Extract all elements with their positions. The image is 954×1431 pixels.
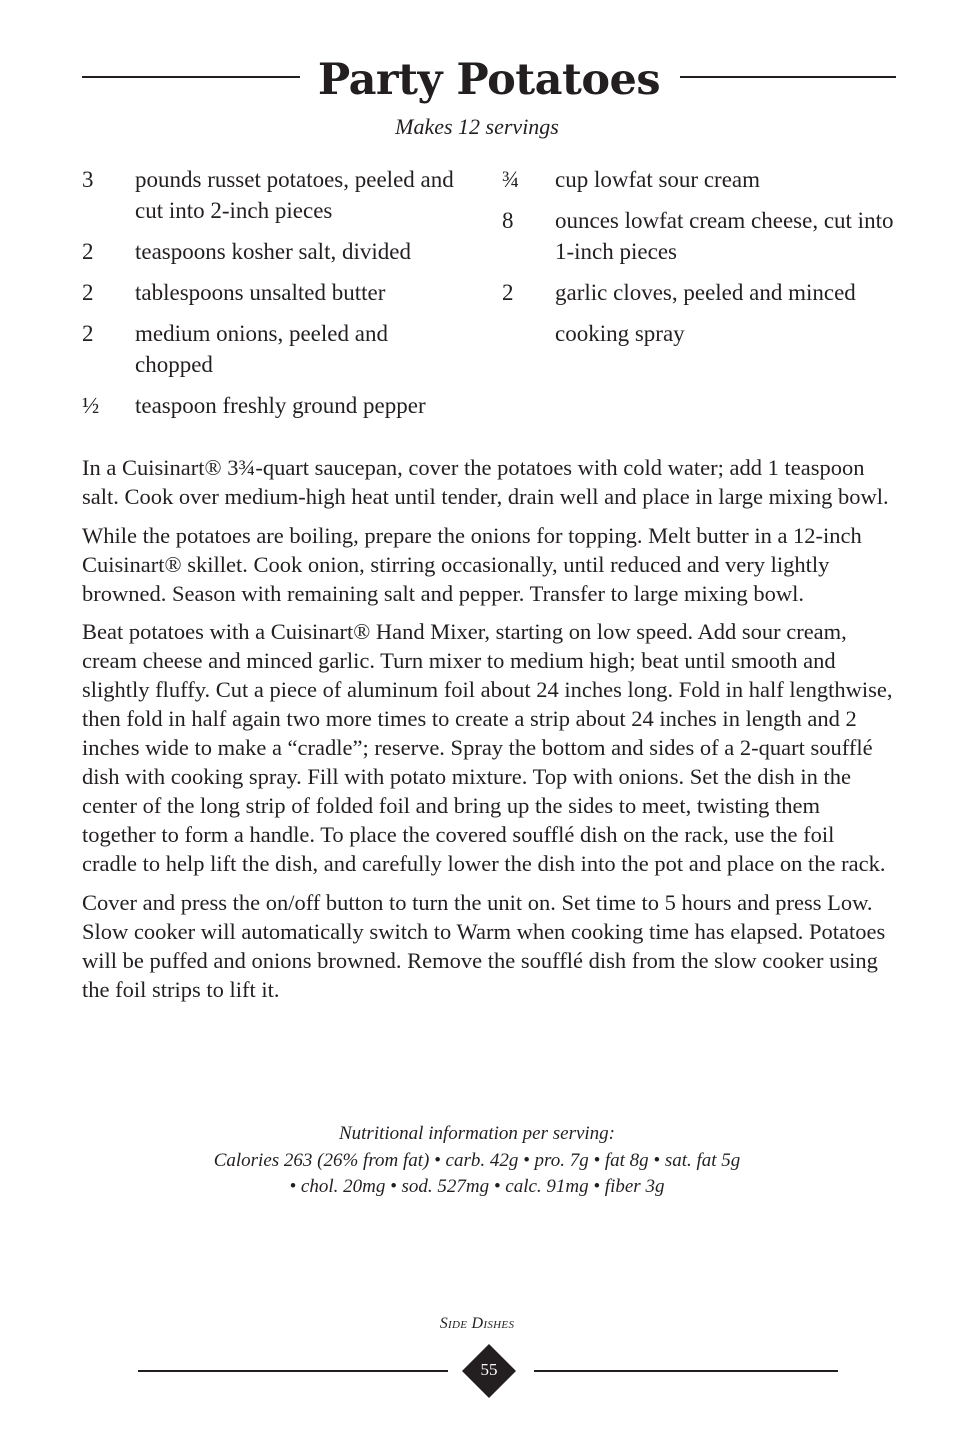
ingredient-desc: pounds russet potatoes, peeled and cut into 2-inch pieces <box>135 167 454 223</box>
recipe-title: Party Potatoes <box>317 55 661 105</box>
instructions <box>82 453 894 1013</box>
page-number-diamond <box>462 1344 516 1398</box>
nutrition-line: • chol. 20mg • sod. 527mg • calc. 91mg • fiber 3g <box>289 1176 665 1197</box>
ingredient-item <box>82 318 462 380</box>
ingredient-desc: tablespoons unsalted butter <box>135 280 386 305</box>
ingredient-qty: 3 <box>82 167 94 192</box>
ingredients-left-column <box>82 164 462 431</box>
nutrition-heading: Nutritional information per serving: <box>338 1123 616 1144</box>
footer-rule-right <box>534 1370 838 1372</box>
page-number: 55 <box>480 1360 498 1379</box>
ingredient-desc: teaspoon freshly ground pepper <box>135 393 426 418</box>
ingredient-desc: cooking spray <box>555 321 685 346</box>
ingredient-qty: 8 <box>502 208 514 233</box>
ingredient-desc: teaspoons kosher salt, divided <box>135 239 411 264</box>
instruction-paragraph: While the potatoes are boiling, prepare the onions for topping. Melt butter in a 12-inch Cuisinart® skillet. Cook onion, stirring occasionally, until reduced and very lightly browned. Season with remaining salt and pepper. Transfer to large mixing bowl. <box>82 522 862 606</box>
ingredient-qty: ¾ <box>502 167 520 192</box>
ingredient-item <box>82 164 462 226</box>
ingredient-item <box>502 164 902 195</box>
ingredient-item <box>502 277 902 308</box>
ingredient-qty <box>502 318 555 349</box>
ingredient-qty: 2 <box>82 321 94 346</box>
ingredient-desc: cup lowfat sour cream <box>555 167 761 192</box>
instruction-paragraph: In a Cuisinart® 3¾-quart saucepan, cover the potatoes with cold water; add 1 teaspoon salt. Cook over medium-high heat until tender, drain well and place in large mixing bowl. <box>82 455 889 509</box>
nutrition-line: Calories 263 (26% from fat) • carb. 42g • pro. 7g • fat 8g • sat. fat 5g <box>213 1149 741 1171</box>
instruction-paragraph: Cover and press the on/off button to turn the unit on. Set time to 5 hours and press Low. Slow cooker will automatically switch to Warm when cooking time has elapsed. Potatoes will be puffed and onions browned. Remove the soufflé dish from the slow cooker using the foil strips to lift it. <box>82 889 886 1002</box>
ingredient-qty: 2 <box>502 280 514 305</box>
ingredient-desc: medium onions, peeled and chopped <box>135 321 388 377</box>
ingredient-item <box>502 318 902 349</box>
section-name: Side Dishes <box>439 1315 515 1332</box>
ingredient-qty: 2 <box>82 280 94 305</box>
footer-rule-left <box>138 1370 448 1372</box>
ingredient-qty: ½ <box>82 393 100 418</box>
ingredient-item <box>82 236 462 267</box>
ingredient-desc: ounces lowfat cream cheese, cut into 1-inch pieces <box>555 208 894 264</box>
title-row <box>82 52 896 108</box>
ingredient-item <box>502 205 902 267</box>
servings-note: Makes 12 servings <box>395 114 559 139</box>
ingredients-right-column <box>502 164 902 359</box>
ingredient-item <box>82 390 462 421</box>
nutrition-info <box>0 1121 954 1201</box>
instruction-paragraph: Beat potatoes with a Cuisinart® Hand Mixer, starting on low speed. Add sour cream, cream cheese and minced garlic. Turn mixer to medium high; beat until smooth and slightly fluffy. Cut a piece of aluminum foil about 24 inches long. Fold in half lengthwise, then fold in half again two more times to create a strip about 24 inches in length and 2 inches wide to make a “cradle”; reserve. Spray the bottom and sides of a 2-quart soufflé dish with cooking spray. Fill with potato mixture. Top with onions. Set the dish in the center of the long strip of folded foil and bring up the sides to meet, twisting them together to form a handle. To place the covered soufflé dish on the rack, use the foil cradle to help lift the dish, and carefully lower the dish into the pot and place on the rack. <box>82 619 893 876</box>
ingredient-item <box>82 277 462 308</box>
ingredient-desc: garlic cloves, peeled and minced <box>555 280 856 305</box>
ingredient-qty: 2 <box>82 239 94 264</box>
